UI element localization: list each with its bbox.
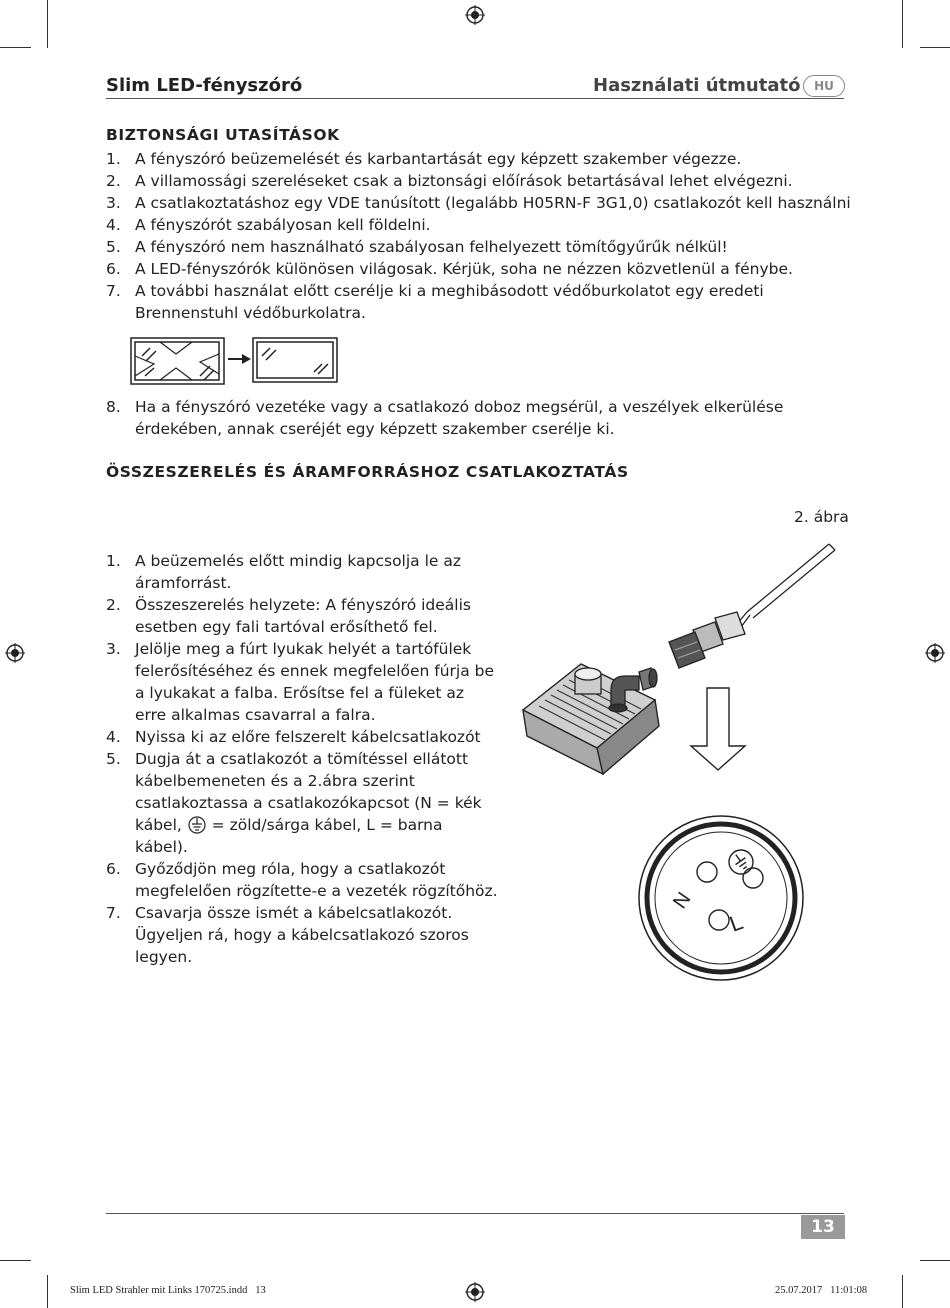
language-badge: HU [803,75,845,97]
new-cover-icon [253,338,337,382]
list-item: 6. Győződjön meg róla, hogy a csatlakozót megfelelően rögzítette-e a vezeték rögzítőhöz. [106,860,498,900]
list-item: 6. A LED-fényszórók különösen világosak. Kérjük, soha ne nézzen közvetlenül a fénybe. [106,260,793,278]
floodlight-icon [523,664,659,774]
crop-mark [0,1260,31,1261]
arrow-right-icon [228,354,251,364]
list-item: 8. Ha a fényszóró vezetéke vagy a csatlakozó doboz megsérül, a veszélyek elkerülése érdekében, annak cseréjét egy képzett szakember cserélje ki. [106,398,784,438]
footer-divider [106,1213,844,1214]
registration-mark-icon [925,643,945,663]
terminal-block-icon [639,816,803,980]
list-item: 7. A további használat előtt cserélje ki a meghibásodott védőburkolatot egy eredeti Brennenstuhl védőburkolatra. [106,282,764,322]
list-item: 4. A fényszórót szabályosan kell földelni. [106,216,431,234]
crop-mark [0,47,31,48]
crop-mark [920,1260,950,1261]
assembly-figure [515,540,855,985]
crop-mark [920,47,950,48]
figure-label: 2. ábra [794,508,849,526]
list-item: 2. Összeszerelés helyzete: A fényszóró ideális esetben egy fali tartóval erősíthető fel. [106,596,471,636]
list-item: 5. Dugja át a csatlakozót a tömítéssel ellátott kábelbemeneten és a 2.ábra szerint csatlakoztassa a csatlakozókapcsot (N = kék kábel, = zöld/sárga kábel, L = barna kábel). [106,750,482,856]
list-item: 5. A fényszóró nem használható szabályosan felhelyezett tömítőgyűrűk nélkül! [106,238,728,256]
crop-mark [47,0,48,48]
list-item: 2. A villamossági szereléseket csak a biztonsági előírások betartásával lehet elvégezni. [106,172,793,190]
crop-mark [902,0,903,48]
safety-list-continued [106,396,851,440]
print-slug-file: Slim LED Strahler mit Links 170725.indd 13 [70,1285,266,1296]
arrow-down-icon [691,688,745,770]
cable-icon [737,544,835,627]
crop-mark [902,1275,903,1308]
cable-gland-icon [669,612,745,668]
header-divider [106,98,844,99]
assembly-list [106,550,498,968]
assembly-heading: ÖSSZESZERELÉS ÉS ÁRAMFORRÁSHOZ CSATLAKOZTATÁS [106,463,629,481]
registration-mark-icon [5,643,25,663]
list-item: 7. Csavarja össze ismét a kábelcsatlakozót. Ügyeljen rá, hogy a kábelcsatlakozó szoros legyen. [106,904,469,966]
list-item: 3. A csatlakoztatáshoz egy VDE tanúsított (legalább H05RN-F 3G1,0) csatlakozót kell használni [106,194,851,212]
page-number: 13 [801,1215,845,1239]
document-subtitle: Használati útmutató [593,75,801,96]
terminal-label-l: L [726,909,747,937]
document-title: Slim LED-fényszóró [106,75,303,96]
list-item: 1. A fényszóró beüzemelését és karbantartását egy képzett szakember végezze. [106,150,742,168]
print-slug-date: 25.07.2017 11:01:08 [775,1285,868,1296]
list-item: 3. Jelölje meg a fúrt lyukak helyét a tartófülek felerősítéséhez és ennek megfelelően fúrja be a lyukakat a falba. Erősítse fel a füleket az erre alkalmas csavarral a falra. [106,640,495,724]
earth-ground-icon [187,816,207,834]
list-item: 4. Nyissa ki az előre felszerelt kábelcsatlakozót [106,728,481,746]
cover-replacement-illustration [130,336,340,386]
safety-list [106,148,851,324]
safety-heading: BIZTONSÁGI UTASÍTÁSOK [106,126,340,144]
registration-mark-icon [465,1282,485,1302]
crop-mark [47,1275,48,1308]
broken-cover-icon [131,338,224,384]
list-item: 1. A beüzemelés előtt mindig kapcsolja le az áramforrást. [106,552,461,592]
terminal-label-n: N [669,888,696,913]
registration-mark-icon [465,5,485,25]
